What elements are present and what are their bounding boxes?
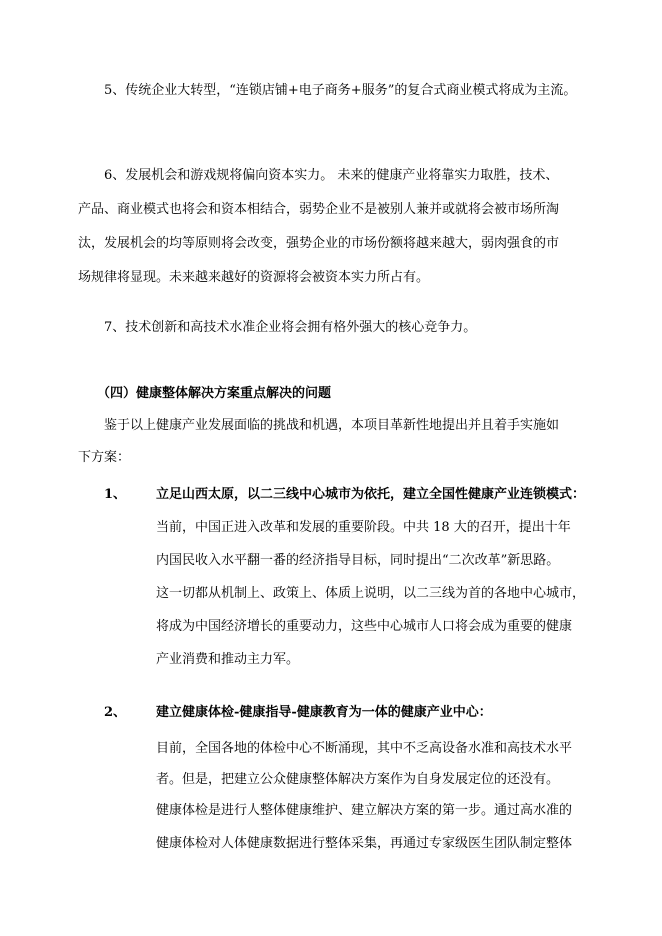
paragraph-5: 5、传统企业大转型，“连锁店铺+电子商务+服务”的复合式商业模式将成为主流。 <box>104 83 577 98</box>
item-1-body-line-2: 内国民收入水平翻一番的经济指导目标，同时提出“二次改革”新思路。 <box>156 553 560 568</box>
item-2-body-line-4: 健康体检对人体健康数据进行整体采集，再通过专家级医生团队制定整体 <box>156 836 573 851</box>
paragraph-7: 7、技术创新和高技术水准企业将会拥有格外强大的核心竞争力。 <box>104 320 477 335</box>
item-2-body-line-2: 者。但是，把建立公众健康整体解决方案作为自身发展定位的还没有。 <box>156 772 560 787</box>
paragraph-6-line-2: 产品、商业模式也将会和资本相结合，弱势企业不是被别人兼并或就将会被市场所淘 <box>78 202 560 217</box>
item-1-body-line-3: 这一切都从机制上、政策上、体质上说明，以二三线为首的各地中心城市， <box>156 586 586 601</box>
item-1-body-line-4: 将成为中国经济增长的重要动力，这些中心城市人口将会成为重要的健康 <box>156 619 573 634</box>
paragraph-6-line-3: 汰，发展机会的均等原则将会改变，强势企业的市场份额将越来越大，弱肉强食的市 <box>78 236 560 251</box>
section-intro-line-2: 下方案： <box>78 450 131 465</box>
paragraph-6-line-4: 场规律将显现。未来越来越好的资源将会被资本实力所占有。 <box>78 270 430 285</box>
item-1-body-line-5: 产业消费和推动主力军。 <box>156 652 300 667</box>
item-1-number: 1、 <box>104 487 127 502</box>
item-2-title: 建立健康体检-健康指导-健康教育为一体的健康产业中心： <box>156 705 492 720</box>
item-2-body-line-3: 健康体检是进行人整体健康维护、建立解决方案的第一步。通过高水准的 <box>156 803 573 818</box>
item-1-title: 立足山西太原，以二三线中心城市为依托，建立全国性健康产业连锁模式： <box>156 487 586 502</box>
paragraph-6-line-1: 6、发展机会和游戏规将偏向资本实力。 未来的健康产业将靠实力取胜，技术、 <box>104 168 559 183</box>
section-intro-line-1: 鉴于以上健康产业发展面临的挑战和机遇，本项目革新性地提出并且着手实施如 <box>104 418 560 433</box>
item-2-body-line-1: 目前，全国各地的体检中心不断涌现，其中不乏高设备水准和高技术水平 <box>156 741 573 756</box>
section-heading: （四）健康整体解决方案重点解决的问题 <box>97 386 332 401</box>
item-2-number: 2、 <box>104 705 127 720</box>
item-1-body-line-1: 当前，中国正进入改革和发展的重要阶段。中共 18 大的召开，提出十年 <box>156 520 571 535</box>
